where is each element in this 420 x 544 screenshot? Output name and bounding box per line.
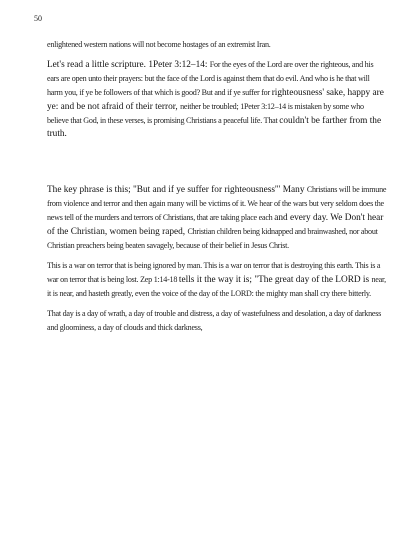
text-segment: Let's read a little scripture. 1Peter 3:12–14: bbox=[47, 60, 210, 70]
paragraph-war-on-terror bbox=[47, 259, 387, 301]
page-number: 50 bbox=[34, 14, 42, 23]
text-segment: Christian children being kidnapped and brainwashed, nor about Christian preachers being beaten savagely, because of their belief in Jesus Christ. bbox=[47, 227, 378, 250]
page-body bbox=[47, 38, 387, 341]
text-segment: That day is a day of wrath, a day of trouble and distress, a day of wastefulness and desolation, a day of darkness and gloominess, a day of clouds and thick darkness, bbox=[47, 309, 382, 332]
paragraph-key-phrase bbox=[47, 183, 387, 253]
text-segment: couldn't be farther from the truth. bbox=[47, 116, 382, 139]
paragraph-iran bbox=[47, 38, 387, 52]
text-segment: enlightened western nations will not become hostages of an extremist Iran. bbox=[47, 40, 271, 49]
text-segment: The key phrase is this; "But and if ye suffer for righteousness'" Many bbox=[47, 185, 307, 195]
text-segment: tells it the way it is; "The great day of the LORD is bbox=[178, 275, 372, 285]
text-segment: near, it is near, and hasteth greatly, even the voice of the day of the LORD: the mighty man shall cry there bitterly. bbox=[47, 275, 386, 298]
text-segment: neither be troubled; 1Peter 3:12–14 is mistaken by some who believe that God, in these verses, is promising Christians a peaceful life. That bbox=[47, 102, 364, 125]
text-segment: righteousness' sake, happy are ye: and be not afraid of their terror, bbox=[47, 88, 384, 112]
text-segment: For the eyes of the Lord are over the righteous, and his ears are open unto their prayers: but the face of the Lord is against them that do evil. And who is he that will harm you, if ye be followers of that which is good? But and if ye suffer for bbox=[47, 60, 374, 97]
paragraph-day-of-wrath bbox=[47, 307, 387, 335]
text-segment: Christians will be immune from violence and terror and then again many will be victims of it. We hear of the wars but very seldom does the news tell of the murders and terrors of Christians, that are taking place each bbox=[47, 185, 387, 222]
paragraph-scripture bbox=[47, 58, 387, 141]
text-segment: This is a war on terror that is being ignored by man. This is a war on terror that is destroying this earth. This is a war on terror that is being lost. Zep 1:14-18 bbox=[47, 261, 381, 284]
text-segment: and every day. We Don't hear of the Christian, women being raped, bbox=[47, 213, 384, 237]
section-gap bbox=[47, 147, 387, 183]
